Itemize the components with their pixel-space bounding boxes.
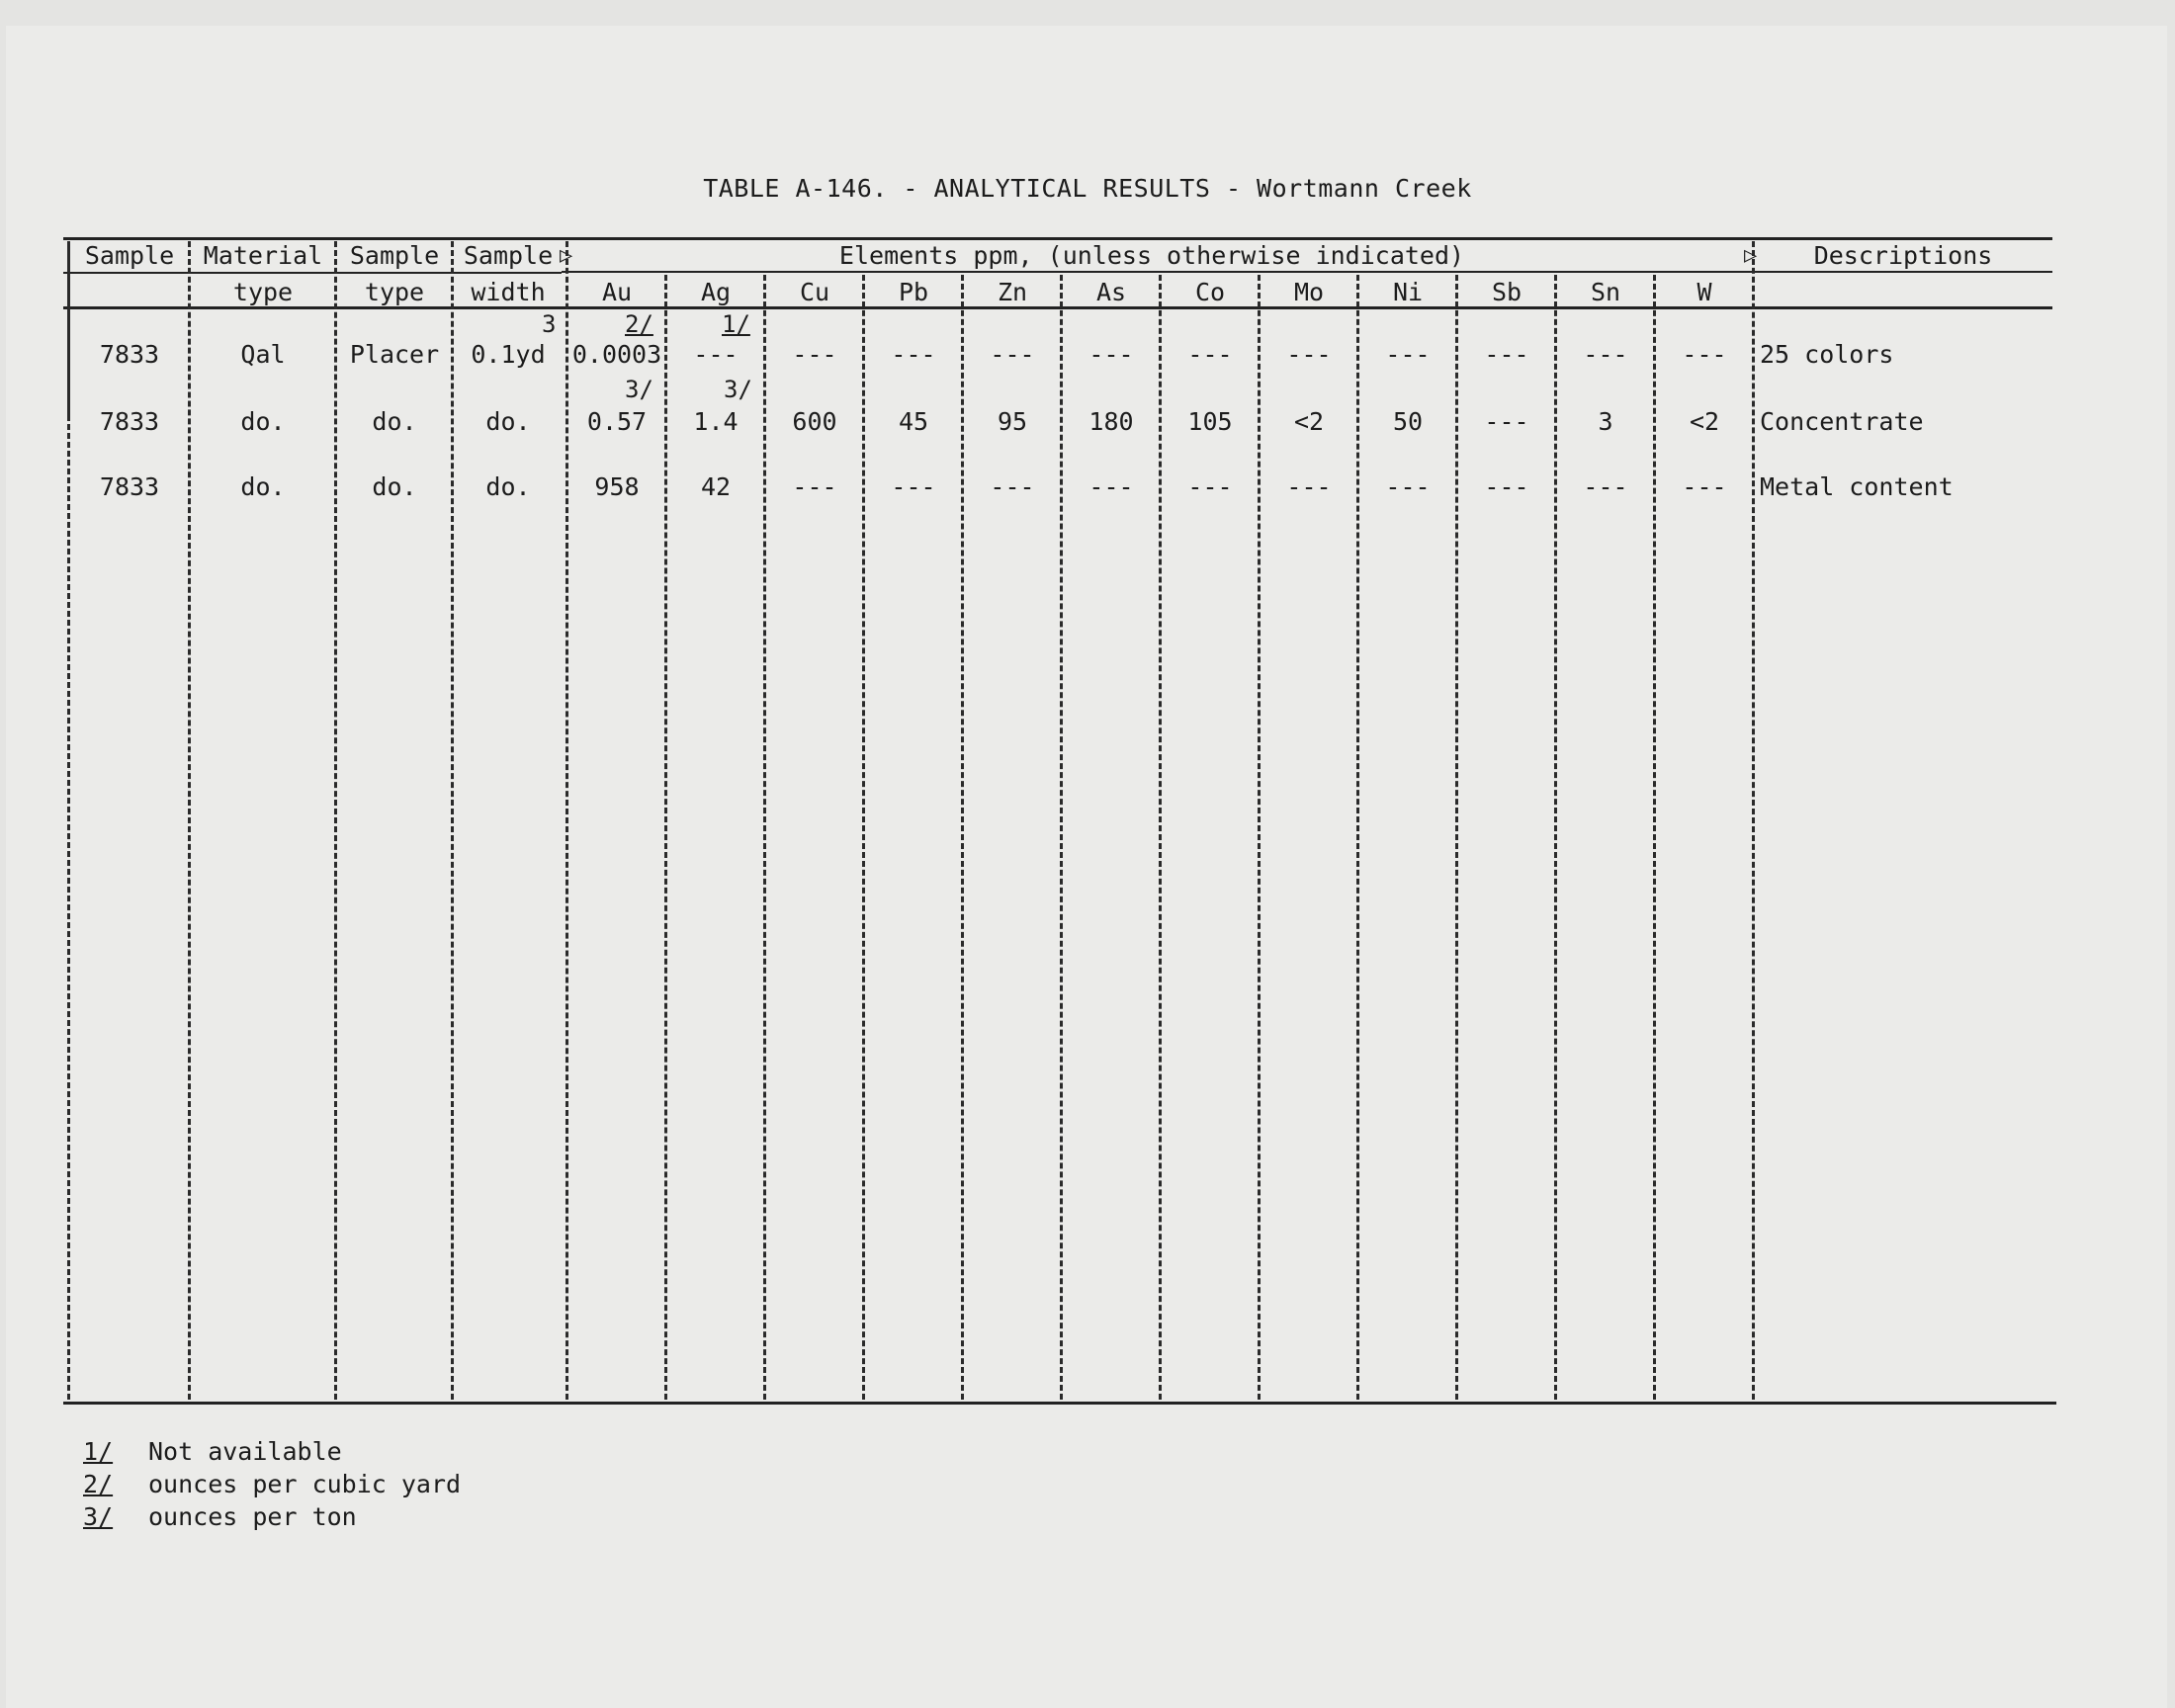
header-element-ag: Ag bbox=[700, 278, 732, 306]
column-divider bbox=[664, 275, 667, 1400]
table-bottom-rule bbox=[63, 1402, 2056, 1405]
cell-as: 180 bbox=[1088, 407, 1134, 436]
column-divider bbox=[334, 241, 337, 1400]
header-sample: Sample bbox=[84, 241, 175, 270]
cell-as: --- bbox=[1088, 472, 1134, 501]
cell-ag: 1.4 bbox=[693, 407, 739, 436]
cell-material: Qal bbox=[240, 340, 286, 369]
cell-mo: --- bbox=[1286, 472, 1332, 501]
column-divider bbox=[1653, 275, 1656, 1400]
cell-sn: --- bbox=[1583, 340, 1628, 369]
cell-zn: --- bbox=[990, 472, 1035, 501]
column-divider bbox=[1554, 275, 1557, 1400]
footnote-ref: 3 bbox=[542, 310, 557, 338]
header-divider-rule bbox=[562, 271, 2052, 273]
cell-sb: --- bbox=[1484, 407, 1529, 436]
header-material: Material bbox=[203, 241, 323, 270]
footnote-ref: 3/ bbox=[724, 376, 752, 403]
cell-au: 0.57 bbox=[586, 407, 648, 436]
cell-description: 25 colors bbox=[1760, 340, 1894, 369]
header-sample-type-2: type bbox=[364, 278, 425, 306]
cell-w: <2 bbox=[1689, 407, 1720, 436]
footnote-number: 2/ bbox=[83, 1470, 114, 1498]
column-divider bbox=[1455, 275, 1458, 1400]
footnote bbox=[83, 1437, 342, 1466]
header-sample-width: Sample bbox=[463, 241, 554, 270]
cell-pb: --- bbox=[891, 472, 936, 501]
header-element-mo: Mo bbox=[1293, 278, 1325, 306]
column-divider bbox=[1356, 275, 1359, 1400]
cell-au: 958 bbox=[594, 472, 640, 501]
column-divider bbox=[67, 241, 70, 415]
column-divider bbox=[566, 241, 568, 1400]
cell-width: do. bbox=[485, 472, 531, 501]
cell-ni: --- bbox=[1385, 472, 1431, 501]
cell-width: 0.1yd bbox=[471, 340, 546, 369]
cell-co: 105 bbox=[1187, 407, 1233, 436]
cell-cu: --- bbox=[792, 340, 837, 369]
cell-au: 0.0003 bbox=[571, 340, 662, 369]
cell-sb: --- bbox=[1484, 340, 1529, 369]
cell-type: do. bbox=[372, 407, 417, 436]
cell-description: Metal content bbox=[1760, 472, 1954, 501]
cell-material: do. bbox=[240, 472, 286, 501]
cell-sn: 3 bbox=[1598, 407, 1613, 436]
footnote-ref: 1/ bbox=[722, 310, 750, 338]
header-element-cu: Cu bbox=[799, 278, 830, 306]
cell-w: --- bbox=[1682, 472, 1727, 501]
header-element-sn: Sn bbox=[1590, 278, 1621, 306]
footnote bbox=[83, 1470, 461, 1498]
cell-w: --- bbox=[1682, 340, 1727, 369]
footnote-text: ounces per ton bbox=[148, 1502, 357, 1531]
footnote-text: ounces per cubic yard bbox=[148, 1470, 462, 1498]
cell-sample: 7833 bbox=[99, 407, 160, 436]
cell-zn: --- bbox=[990, 340, 1035, 369]
column-divider bbox=[1060, 275, 1063, 1400]
cell-width: do. bbox=[485, 407, 531, 436]
header-element-w: W bbox=[1696, 278, 1712, 306]
header-sample-width-2: width bbox=[471, 278, 546, 306]
footnote-ref: 2/ bbox=[625, 310, 653, 338]
header-material-type: type bbox=[232, 278, 294, 306]
cell-ag: 42 bbox=[700, 472, 732, 501]
cell-sn: --- bbox=[1583, 472, 1628, 501]
cell-sb: --- bbox=[1484, 472, 1529, 501]
cell-material: do. bbox=[240, 407, 286, 436]
cell-zn: 95 bbox=[997, 407, 1028, 436]
tab-stop-mark: ▷ bbox=[1744, 243, 1758, 268]
footnote-ref: 3/ bbox=[625, 376, 653, 403]
header-divider-rule-left bbox=[63, 272, 562, 274]
header-element-co: Co bbox=[1194, 278, 1226, 306]
column-divider bbox=[862, 275, 865, 1400]
cell-cu: --- bbox=[792, 472, 837, 501]
cell-type: do. bbox=[372, 472, 417, 501]
cell-mo: <2 bbox=[1293, 407, 1325, 436]
footnote-number: 1/ bbox=[83, 1437, 114, 1466]
column-divider bbox=[451, 241, 454, 1400]
column-divider bbox=[67, 415, 70, 1400]
header-element-ni: Ni bbox=[1392, 278, 1424, 306]
cell-co: --- bbox=[1187, 340, 1233, 369]
cell-sample: 7833 bbox=[99, 472, 160, 501]
cell-as: --- bbox=[1088, 340, 1134, 369]
cell-pb: 45 bbox=[898, 407, 929, 436]
header-element-sb: Sb bbox=[1491, 278, 1522, 306]
cell-co: --- bbox=[1187, 472, 1233, 501]
cell-ag: --- bbox=[693, 340, 739, 369]
header-elements-group: Elements ppm, (unless otherwise indicated) bbox=[838, 241, 1465, 270]
tab-stop-mark: ▷ bbox=[560, 243, 573, 268]
cell-ni: --- bbox=[1385, 340, 1431, 369]
cell-mo: --- bbox=[1286, 340, 1332, 369]
cell-description: Concentrate bbox=[1760, 407, 1924, 436]
header-element-au: Au bbox=[601, 278, 633, 306]
cell-type: Placer bbox=[349, 340, 440, 369]
cell-cu: 600 bbox=[792, 407, 837, 436]
column-divider bbox=[188, 241, 191, 1400]
header-descriptions: Descriptions bbox=[1813, 241, 1993, 270]
table-top-rule bbox=[63, 237, 2052, 240]
footnote-number: 3/ bbox=[83, 1502, 114, 1531]
footnote bbox=[83, 1502, 357, 1531]
column-divider bbox=[1752, 241, 1755, 1400]
column-divider bbox=[961, 275, 964, 1400]
cell-sample: 7833 bbox=[99, 340, 160, 369]
column-divider bbox=[1258, 275, 1261, 1400]
header-element-zn: Zn bbox=[997, 278, 1028, 306]
cell-ni: 50 bbox=[1392, 407, 1424, 436]
column-divider bbox=[763, 275, 766, 1400]
cell-pb: --- bbox=[891, 340, 936, 369]
column-divider bbox=[1159, 275, 1162, 1400]
footnote-text: Not available bbox=[148, 1437, 342, 1466]
header-element-pb: Pb bbox=[898, 278, 929, 306]
header-sample-type: Sample bbox=[349, 241, 440, 270]
header-element-as: As bbox=[1095, 278, 1127, 306]
table-title: TABLE A-146. - ANALYTICAL RESULTS - Wortmann Creek bbox=[703, 174, 1472, 203]
